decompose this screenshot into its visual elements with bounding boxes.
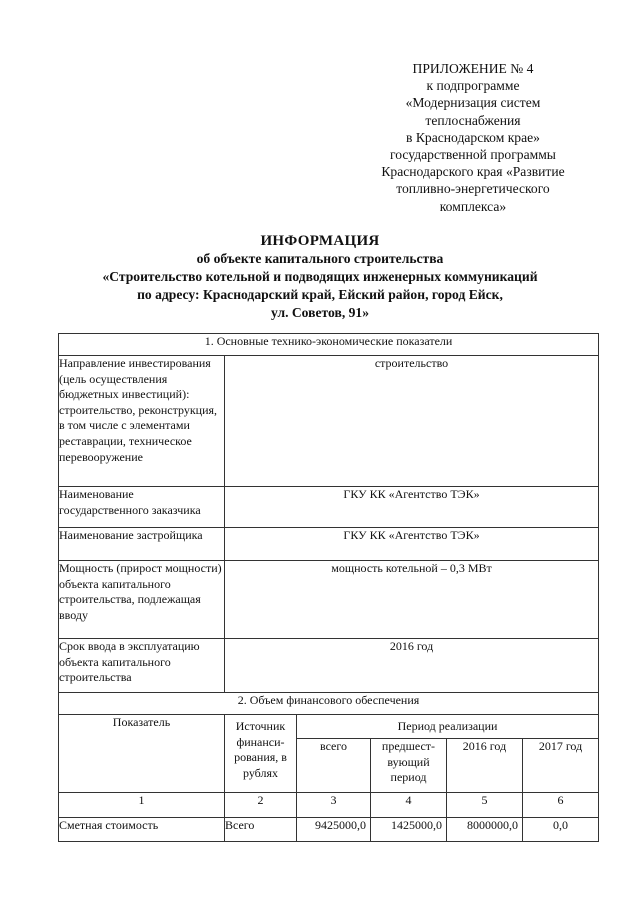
row-2017: 0,0 xyxy=(523,818,599,842)
column-number: 1 xyxy=(59,793,225,818)
row-value: мощность котельной – 0,3 МВт xyxy=(225,561,599,639)
header-source: Источник финанси-рования, в рублях xyxy=(225,715,297,793)
row-value: ГКУ КК «Агентство ТЭК» xyxy=(225,487,599,528)
table-row xyxy=(59,818,599,842)
column-number: 3 xyxy=(297,793,371,818)
header-indicator: Показатель xyxy=(59,715,225,793)
table-header-row xyxy=(59,715,599,739)
row-value: ГКУ КК «Агентство ТЭК» xyxy=(225,528,599,561)
table-row xyxy=(59,356,599,487)
section2-title: 2. Объем финансового обеспечения xyxy=(59,693,599,715)
header-2016: 2016 год xyxy=(447,739,523,793)
row-total: 9425000,0 xyxy=(297,818,371,842)
row-label: Наименование государственного заказчика xyxy=(59,487,225,528)
document-heading xyxy=(40,232,600,322)
appendix-line: Краснодарского края «Развитие xyxy=(381,164,565,180)
table-row xyxy=(59,487,599,528)
row-label: Направление инвестирования (цель осуществления бюджетных инвестиций): строительство, реконструкция, в том числе с элементами реставрации, техническое перевооружение xyxy=(59,356,225,487)
row-previous: 1425000,0 xyxy=(371,818,447,842)
table-row xyxy=(59,639,599,693)
heading-line: ул. Советов, 91» xyxy=(270,305,370,320)
appendix-block xyxy=(348,60,598,215)
document-title: ИНФОРМАЦИЯ xyxy=(260,233,380,249)
header-previous: предшест-вующий период xyxy=(371,739,447,793)
row-source: Всего xyxy=(225,818,297,842)
info-table xyxy=(58,333,599,842)
appendix-line: комплекса» xyxy=(439,198,507,214)
appendix-line: в Краснодарском крае» xyxy=(406,129,540,145)
appendix-line: государственной программы xyxy=(390,147,556,163)
section1-header-row xyxy=(59,334,599,356)
appendix-line: топливно-энергетического xyxy=(396,181,550,197)
header-period: Период реализации xyxy=(297,715,599,739)
header-total: всего xyxy=(297,739,371,793)
appendix-line: к подпрограмме xyxy=(426,78,520,94)
section2-header-row xyxy=(59,693,599,715)
column-number: 4 xyxy=(371,793,447,818)
table-row xyxy=(59,561,599,639)
heading-line: об объекте капитального строительства xyxy=(196,251,444,266)
table-row xyxy=(59,528,599,561)
column-numbers-row xyxy=(59,793,599,818)
column-number: 5 xyxy=(447,793,523,818)
appendix-line: ПРИЛОЖЕНИЕ № 4 xyxy=(412,61,534,76)
row-label: Срок ввода в эксплуатацию объекта капитального строительства xyxy=(59,639,225,693)
row-value: 2016 год xyxy=(225,639,599,693)
heading-line: «Строительство котельной и подводящих инженерных коммуникаций xyxy=(102,269,538,284)
row-2016: 8000000,0 xyxy=(447,818,523,842)
row-value: строительство xyxy=(225,356,599,487)
header-2017: 2017 год xyxy=(523,739,599,793)
row-label: Мощность (прирост мощности) объекта капитального строительства, подлежащая вводу xyxy=(59,561,225,639)
row-indicator: Сметная стоимость xyxy=(59,818,225,842)
section1-title: 1. Основные технико-экономические показатели xyxy=(59,334,599,356)
heading-line: по адресу: Краснодарский край, Ейский район, город Ейск, xyxy=(137,287,503,302)
column-number: 6 xyxy=(523,793,599,818)
column-number: 2 xyxy=(225,793,297,818)
appendix-line: «Модернизация систем xyxy=(405,95,541,111)
appendix-line: теплоснабжения xyxy=(425,112,521,128)
row-label: Наименование застройщика xyxy=(59,528,225,561)
